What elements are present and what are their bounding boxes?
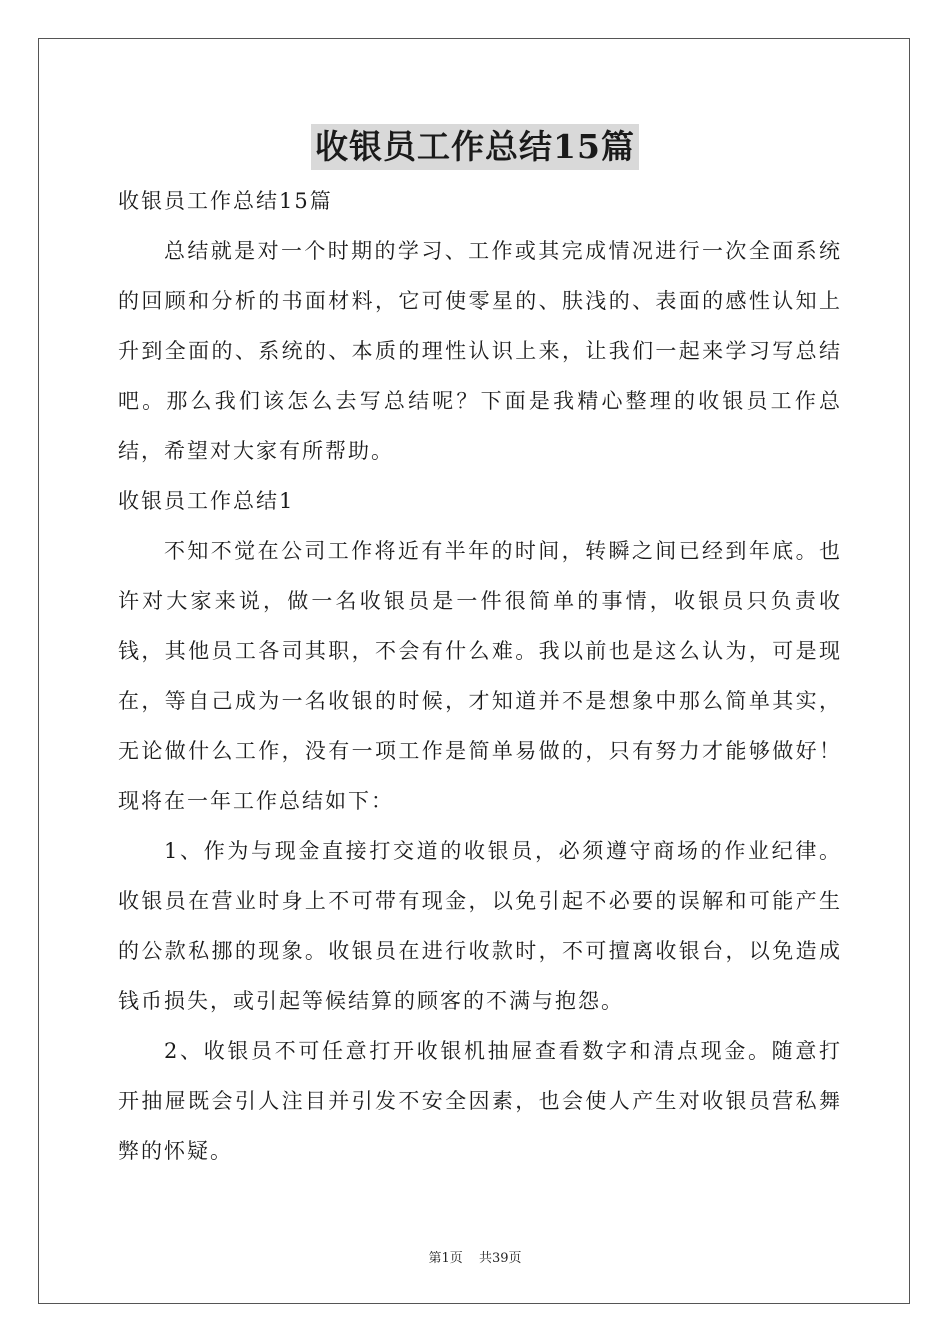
section-heading: 收银员工作总结1	[118, 489, 295, 513]
page-footer	[0, 1247, 950, 1266]
document-title: 收银员工作总结15篇	[311, 124, 639, 170]
body-paragraph: 1、作为与现金直接打交道的收银员，必须遵守商场的作业纪律。收银员在营业时身上不可带有现金，以免引起不必要的误解和可能产生的公款私挪的现象。收银员在进行收款时，不可擅离收银台，以免造成钱币损失，或引起等候结算的顾客的不满与抱怨。	[118, 839, 842, 1013]
title-container	[0, 124, 950, 170]
page-number: 第1页	[428, 1251, 463, 1266]
document-body	[118, 176, 842, 1176]
intro-paragraph: 总结就是对一个时期的学习、工作或其完成情况进行一次全面系统的回顾和分析的书面材料，它可使零星的、肤浅的、表面的感性认知上升到全面的、系统的、本质的理性认识上来，让我们一起来学习写总结吧。那么我们该怎么去写总结呢？下面是我精心整理的收银员工作总结，希望对大家有所帮助。	[118, 239, 842, 463]
page-total: 共39页	[478, 1251, 522, 1266]
body-paragraph: 2、收银员不可任意打开收银机抽屉查看数字和清点现金。随意打开抽屉既会引人注目并引发不安全因素，也会使人产生对收银员营私舞弊的怀疑。	[118, 1039, 842, 1163]
body-paragraph: 不知不觉在公司工作将近有半年的时间，转瞬之间已经到年底。也许对大家来说，做一名收银员是一件很简单的事情，收银员只负责收钱，其他员工各司其职，不会有什么难。我以前也是这么认为，可是现在，等自己成为一名收银的时候，才知道并不是想象中那么简单其实，无论做什么工作，没有一项工作是简单易做的，只有努力才能够做好！现将在一年工作总结如下：	[118, 539, 842, 813]
subtitle-paragraph: 收银员工作总结15篇	[118, 189, 333, 213]
